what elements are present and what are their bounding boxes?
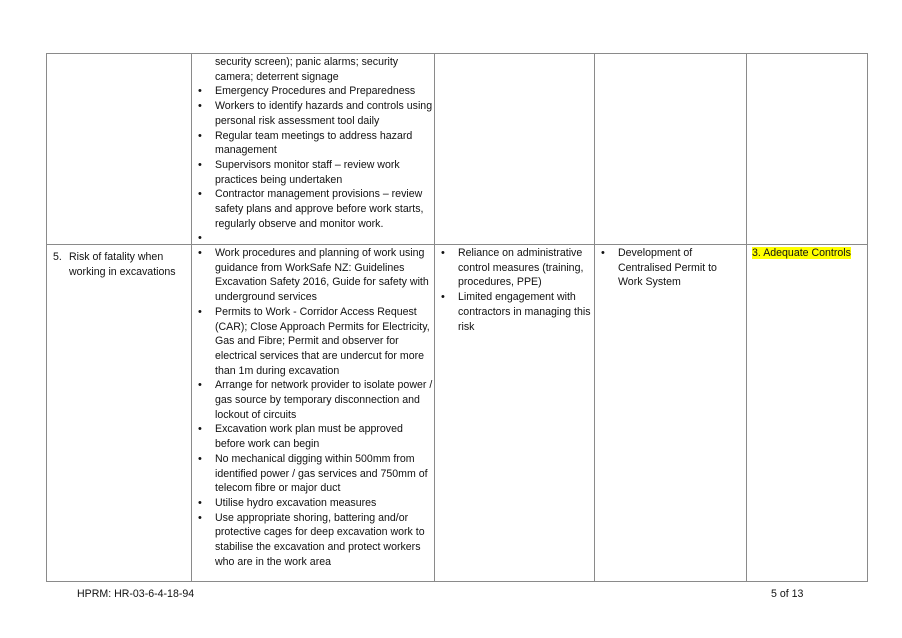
page-number: 5 of 13 xyxy=(771,588,804,600)
control-measure-item: • Regular team meetings to address hazard management xyxy=(194,129,434,158)
row5-number: 5. xyxy=(53,251,62,263)
action-item: • Development of Centralised Permit to Work System xyxy=(597,246,743,290)
column-divider xyxy=(594,54,595,581)
document-reference: HPRM: HR-03-6-4-18-94 xyxy=(77,588,195,600)
row5-actions-cell xyxy=(597,246,743,290)
control-measure-item xyxy=(194,231,434,246)
row5-risk-description: Risk of fatality when working in excavations xyxy=(69,251,176,278)
control-measure-item: • Permits to Work - Corridor Access Request (CAR); Close Approach Permits for Electricity, Gas and Fibre; Permit and observer for electrical services that are undercut for more than 1m during excavation xyxy=(194,305,434,379)
row5-actions-list xyxy=(597,246,743,290)
control-measure-item: security screen); panic alarms; security camera; deterrent signage xyxy=(215,56,399,83)
row5-risk-cell xyxy=(53,250,188,279)
control-gap-item: • Reliance on administrative control measures (training, procedures, PPE) xyxy=(437,246,592,290)
row-divider xyxy=(47,244,867,245)
control-measure-item: • Excavation work plan must be approved before work can begin xyxy=(194,422,434,451)
row5-controls-cell xyxy=(194,246,434,569)
control-measure-item: • Use appropriate shoring, battering and/or protective cages for deep excavation work to stabilise the excavation and protect workers who are in the work area xyxy=(194,511,434,570)
row5-gaps-cell xyxy=(437,246,592,334)
control-measure-item: • Supervisors monitor staff – review work practices being undertaken xyxy=(194,158,434,187)
control-gap-item: • Limited engagement with contractors in managing this risk xyxy=(437,290,592,334)
control-measure-item: • Utilise hydro excavation measures xyxy=(194,496,434,511)
row4-controls-cell xyxy=(194,55,434,246)
row5-gaps-list xyxy=(437,246,592,334)
column-divider xyxy=(191,54,192,581)
control-measure-item: • Arrange for network provider to isolate power / gas source by temporary disconnection and lockout of circuits xyxy=(194,378,434,422)
control-measure-item: • Contractor management provisions – review safety plans and approve before work starts, regularly observe and monitor work. xyxy=(194,187,434,231)
control-measure-item: • No mechanical digging within 500mm from identified power / gas services and 750mm of telecom fibre or major duct xyxy=(194,452,434,496)
column-divider xyxy=(746,54,747,581)
control-measure-item: • Workers to identify hazards and controls using personal risk assessment tool daily xyxy=(194,99,434,128)
row5-rating-cell xyxy=(752,246,864,261)
control-measure-item: • Emergency Procedures and Preparedness xyxy=(194,84,434,99)
control-rating-badge: 3. Adequate Controls xyxy=(752,247,851,259)
control-measure-item: • Work procedures and planning of work using guidance from WorkSafe NZ: Guidelines Excavation Safety 2016, Guide for safety with underground services xyxy=(194,246,434,305)
risk-table xyxy=(46,53,868,582)
row4-controls-list xyxy=(194,55,434,246)
row5-controls-list xyxy=(194,246,434,569)
column-divider xyxy=(434,54,435,581)
